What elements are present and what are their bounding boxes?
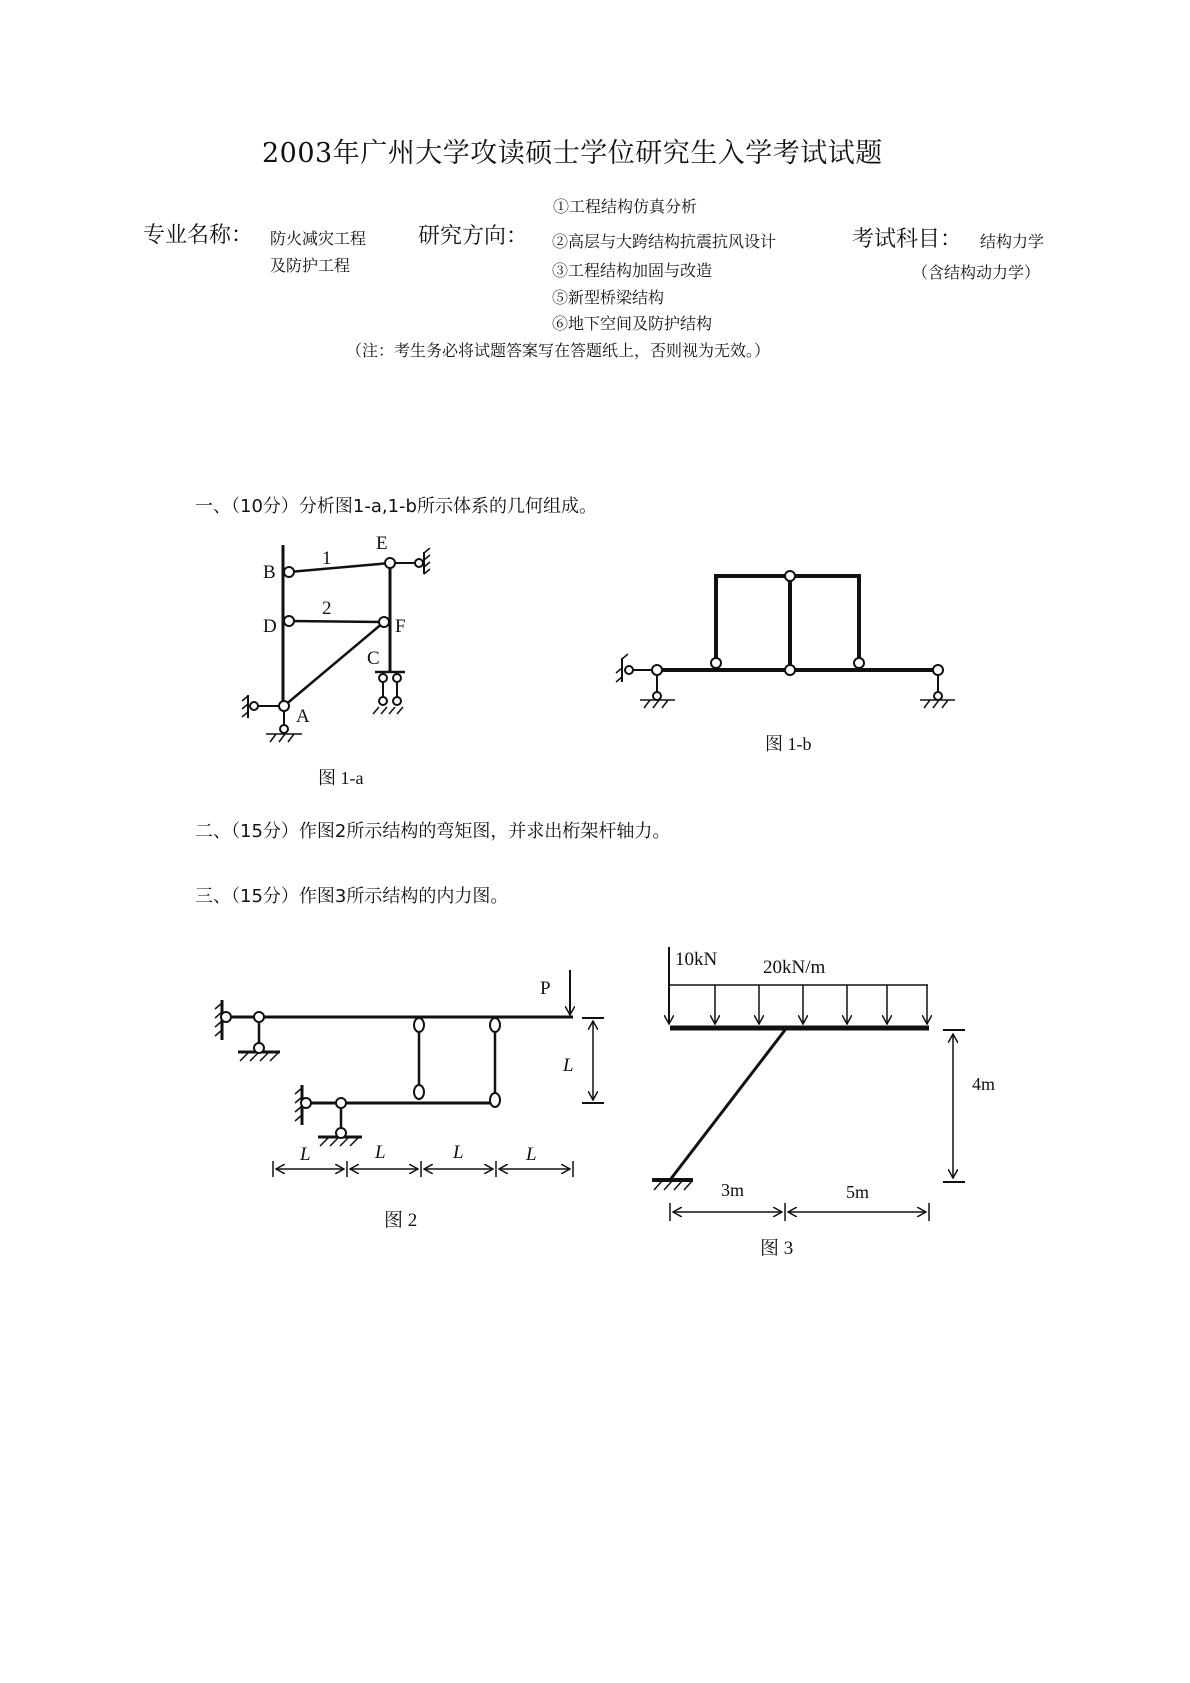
figure-2-hinges bbox=[221, 1012, 500, 1138]
dim-L-3: L bbox=[453, 1142, 464, 1163]
dim-span-5m: 5m bbox=[846, 1182, 870, 1202]
subject-label: 考试科目： bbox=[852, 227, 963, 252]
label-B: B bbox=[263, 562, 276, 583]
caption-fig2: 图 2 bbox=[384, 1210, 418, 1231]
figure-1b-hinges bbox=[625, 571, 943, 700]
question-2: 二、（15分）作图2所示结构的弯矩图，并求出桁架杆轴力。 bbox=[195, 821, 671, 842]
question-1: 一、（10分）分析图1-a,1-b所示体系的几何组成。 bbox=[195, 496, 597, 517]
label-F: F bbox=[395, 616, 406, 637]
subject-value: 结构力学 bbox=[980, 232, 1045, 251]
question-3: 三、（15分）作图3所示结构的内力图。 bbox=[195, 886, 509, 907]
major-value-line2: 及防护工程 bbox=[270, 256, 351, 275]
major-value-line1: 防火减灾工程 bbox=[270, 229, 367, 248]
direction-6: ⑥地下空间及防护结构 bbox=[552, 314, 713, 333]
label-C: C bbox=[367, 648, 380, 669]
label-bar-2: 2 bbox=[322, 598, 332, 619]
dim-L-1: L bbox=[300, 1144, 311, 1165]
label-D: D bbox=[263, 616, 277, 637]
direction-label: 研究方向： bbox=[418, 224, 529, 249]
load-P-label: P bbox=[540, 978, 551, 999]
label-bar-1: 1 bbox=[322, 548, 332, 569]
caption-fig3: 图 3 bbox=[760, 1238, 794, 1259]
dim-height-4m: 4m bbox=[972, 1074, 996, 1094]
figure-1b bbox=[616, 576, 955, 708]
dim-L-2: L bbox=[375, 1142, 386, 1163]
direction-5: ⑤新型桥梁结构 bbox=[552, 288, 665, 307]
point-load-label: 10kN bbox=[675, 949, 718, 970]
figure-2 bbox=[215, 970, 604, 1177]
figure-3 bbox=[652, 947, 965, 1221]
label-A: A bbox=[296, 706, 310, 727]
dim-span-3m: 3m bbox=[721, 1180, 745, 1200]
distributed-load-label: 20kN/m bbox=[763, 957, 826, 978]
subject-note: （含结构动力学） bbox=[912, 263, 1041, 282]
page-title: 2003年广州大学攻读硕士学位研究生入学考试试题 bbox=[262, 138, 883, 169]
notice: （注：考生务必将试题答案写在答题纸上，否则视为无效。） bbox=[346, 341, 771, 360]
dim-L-4: L bbox=[526, 1144, 537, 1165]
caption-fig1a: 图 1-a bbox=[318, 768, 364, 788]
label-E: E bbox=[376, 533, 388, 554]
direction-1: ①工程结构仿真分析 bbox=[553, 197, 698, 216]
direction-3: ③工程结构加固与改造 bbox=[552, 261, 713, 280]
caption-fig1b: 图 1-b bbox=[765, 734, 812, 754]
major-label: 专业名称： bbox=[143, 223, 254, 248]
direction-2: ②高层与大跨结构抗震抗风设计 bbox=[552, 232, 777, 251]
dim-vertical-L: L bbox=[563, 1055, 574, 1076]
